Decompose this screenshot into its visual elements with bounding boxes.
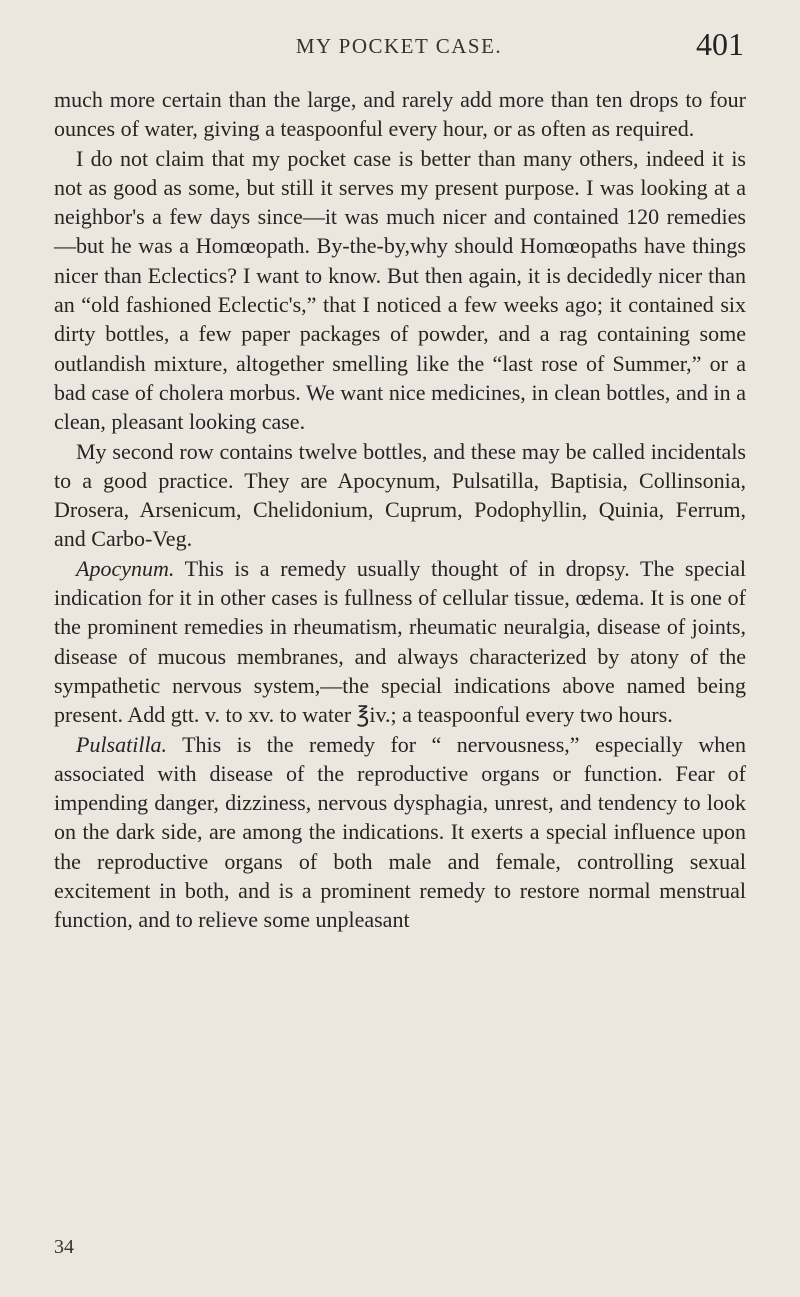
- running-head: [54, 26, 744, 66]
- remedy-name-apocynum: Apocynum.: [76, 555, 175, 581]
- header-title: MY POCKET CASE.: [295, 34, 503, 58]
- page-number: 401: [696, 26, 744, 62]
- paragraph-3: My second row contains twelve bottles, and these may be called incidentals to a good practice. They are Apocynum, Pulsatilla, Baptisia, Collinsonia, Drosera, Arsenicum, Chelidonium, Cuprum, Podophyllin, Quinia, Ferrum, and Carbo-Veg.: [54, 438, 746, 552]
- remedy-name-pulsatilla: Pulsatilla.: [76, 731, 168, 757]
- body-text: [54, 85, 746, 935]
- paragraph-2: I do not claim that my pocket case is better than many others, indeed it is not as good as some, but still it serves my present purpose. I was looking at a neighbor's a few days since—it was much nicer and contained 120 remedies—but he was a Homœopath. By-the-by,why should Homœopaths have things nicer than Eclectics? I want to know. But then again, it is decidedly nicer than an “old fashioned Eclectic's,” that I noticed a few weeks ago; it contained six dirty bottles, a few paper packages of powder, and a rag containing some outlandish mixture, altogether smelling like the “last rose of Summer,” or a bad case of cholera morbus. We want nice medicines, in clean bottles, and in a clean, pleasant looking case.: [54, 145, 746, 435]
- paragraph-pulsatilla: [54, 730, 746, 935]
- paragraph-pulsatilla-text: This is the remedy for “ nervousness,” especially when associated with disease of the reproductive organs or function. Fear of impending danger, dizziness, nervous dysphagia, unrest, and tendency to look on the dark side, are among the indications. It exerts a special influence upon the reproductive organs of both male and female, controlling sexual excitement in both, and is a prominent remedy to restore normal menstrual function, and to relieve some unpleasant: [54, 731, 746, 933]
- paragraph-1: much more certain than the large, and rarely add more than ten drops to four ounces of water, giving a teaspoonful every hour, or as often as required.: [54, 87, 746, 142]
- paragraph-apocynum-text: This is a remedy usually thought of in dropsy. The special indication for it in other cases is fullness of cellular tissue, œdema. It is one of the prominent remedies in rheumatism, rheumatic neuralgia, disease of joints, disease of mucous membranes, and always characterized by atony of the sympathetic nervous system,—the special indications above named being present. Add gtt. v. to xv. to water ℥iv.; a teaspoonful every two hours.: [54, 555, 746, 728]
- printer-signature-mark: 34: [54, 1236, 74, 1258]
- paragraph-apocynum: [54, 554, 746, 730]
